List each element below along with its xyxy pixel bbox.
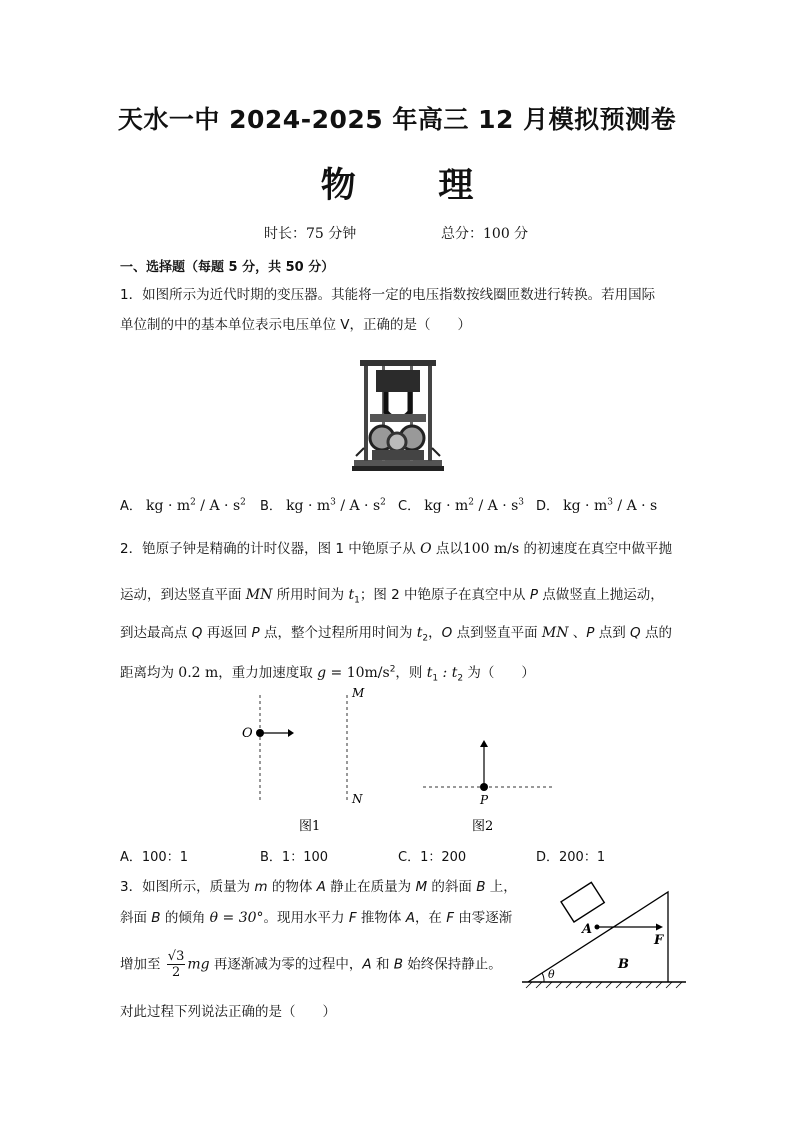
- value: θ = 30°: [209, 910, 264, 926]
- text: 2．铯原子钟是精确的计时仪器，图 1 中铯原子从: [120, 541, 421, 557]
- var: B: [151, 910, 161, 926]
- text: 的初速度在真空中做平抛: [519, 541, 672, 557]
- formula-part: kg · m: [424, 498, 469, 514]
- q1-stem-line1: 1．如图所示为近代时期的变压器。其能将一定的电压指数按线圈匝数进行转换。若用国际: [120, 287, 656, 303]
- formula-sup: 2: [380, 497, 386, 508]
- q3-stem-line2: [120, 906, 512, 926]
- fraction-numerator: √3: [167, 949, 185, 964]
- text: ，: [428, 625, 442, 641]
- exam-duration: 时长：75 分钟: [264, 226, 357, 242]
- text: 的斜面: [427, 879, 477, 895]
- superscript: 2: [389, 664, 396, 675]
- var: t: [426, 665, 433, 681]
- text: 再返回: [202, 625, 252, 641]
- q2-stem-line1: [120, 537, 672, 557]
- option-formula: [424, 498, 524, 514]
- var: MN: [245, 587, 273, 603]
- formula-sup: 3: [607, 497, 613, 508]
- text: 始终保持静止。: [403, 956, 502, 973]
- text: 点到竖直平面: [452, 625, 542, 641]
- formula-part: / A · s: [195, 498, 241, 514]
- var: P: [529, 587, 538, 603]
- fig1-label-o: O: [242, 726, 253, 741]
- angle-arc: [542, 973, 544, 982]
- formula-sup: 3: [518, 497, 525, 508]
- value: 100 m/s: [462, 541, 520, 557]
- option-letter: A．: [120, 499, 142, 514]
- q3-stem-line1: [120, 875, 517, 895]
- text: 、: [568, 625, 587, 641]
- text: 由零逐渐: [454, 910, 513, 926]
- text: 运动，到达竖直平面: [120, 587, 246, 603]
- var: M: [415, 879, 428, 895]
- formula-part: / A · s: [612, 498, 658, 514]
- text: 点做竖直上抛运动，: [537, 587, 664, 603]
- formula-part: kg · m: [563, 498, 608, 514]
- fraction: [167, 949, 186, 980]
- q1-option-a[interactable]: [120, 495, 246, 514]
- block-a: [561, 882, 604, 922]
- q2-stem-line4: [120, 661, 535, 684]
- transformer-photo: [352, 356, 444, 474]
- label-theta: θ: [548, 968, 555, 981]
- var: P: [251, 625, 260, 641]
- text: ，则: [395, 665, 427, 681]
- formula-part: kg · m: [286, 498, 331, 514]
- subscript: 2: [457, 673, 464, 684]
- text: ；图 2 中铯原子在真空中从: [359, 587, 530, 603]
- var: B: [393, 956, 404, 973]
- q2-option-d[interactable]: D．200：1: [536, 850, 606, 865]
- var: g: [317, 665, 327, 681]
- var: F: [348, 910, 357, 926]
- q1-option-c[interactable]: [398, 495, 524, 514]
- formula-sup: 3: [330, 497, 336, 508]
- var: F: [446, 910, 454, 926]
- q3-figure: [518, 870, 690, 990]
- subscript: 1: [354, 595, 360, 606]
- text: 点的: [640, 625, 672, 641]
- var: B: [476, 879, 486, 895]
- q2-option-c[interactable]: C．1：200: [398, 850, 467, 865]
- formula-part: / A · s: [474, 498, 519, 514]
- var: m: [254, 879, 268, 895]
- value: 0.2 m: [178, 665, 219, 681]
- text: 斜面: [120, 910, 152, 926]
- option-formula: [286, 498, 386, 514]
- q2-figures: [230, 685, 570, 840]
- text: 推物体: [356, 910, 406, 926]
- force-f-arrowhead: [656, 924, 663, 931]
- text: 点，整个过程所用时间为: [259, 625, 417, 641]
- option-formula: [146, 498, 246, 514]
- subject-title: [0, 158, 794, 208]
- text: ，重力加速度取: [218, 665, 318, 681]
- exam-title: 天水一中 2024-2025 年高三 12 月模拟预测卷: [117, 105, 677, 134]
- var: A: [405, 910, 415, 926]
- var: t: [348, 587, 355, 603]
- label-f: F: [654, 933, 664, 948]
- fig1-arrowhead: [288, 729, 294, 737]
- subject-char-1: 物: [320, 165, 356, 206]
- fig1-label-m: M: [352, 686, 365, 700]
- var: Q: [191, 625, 203, 641]
- var: A: [316, 879, 326, 895]
- var: O: [441, 625, 453, 641]
- label-b: B: [618, 957, 629, 972]
- subscript: 1: [432, 673, 439, 684]
- var: A: [362, 956, 372, 973]
- q2-stem-line3: [120, 621, 672, 644]
- fig2-caption: 图2: [472, 819, 494, 834]
- text: 到达最高点: [120, 625, 192, 641]
- text: 点以: [431, 541, 463, 557]
- text: 静止在质量为: [325, 879, 416, 895]
- text: 。现用水平力: [263, 910, 349, 926]
- formula-sup: 2: [468, 497, 475, 508]
- ground-hatch: [526, 982, 682, 988]
- text: 为（ ）: [463, 665, 535, 681]
- text: 的倾角: [160, 910, 210, 926]
- value: = 10m/s: [326, 665, 390, 681]
- fig1-label-n: N: [352, 792, 363, 806]
- var: MN: [541, 625, 569, 641]
- text: 距离均为: [120, 665, 179, 681]
- text: 点到: [594, 625, 631, 641]
- option-letter: B．: [260, 499, 282, 514]
- formula-sup: 2: [240, 497, 246, 508]
- text: 3．如图所示，质量为: [120, 879, 255, 895]
- text: 和: [371, 956, 394, 973]
- text: 再逐渐减为零的过程中，: [209, 956, 363, 973]
- q2-option-a[interactable]: A．100：1: [120, 850, 188, 865]
- var: Q: [630, 625, 641, 641]
- text: 的物体: [267, 879, 317, 895]
- q2-stem-line2: [120, 583, 664, 606]
- section-heading: 一、选择题（每题 5 分，共 50 分）: [120, 260, 335, 275]
- label-a: A: [582, 922, 593, 937]
- subscript: 2: [422, 633, 429, 644]
- option-letter: D．: [536, 499, 560, 514]
- var: O: [420, 541, 432, 557]
- text: 上，: [485, 879, 517, 895]
- q2-option-b[interactable]: B．1：100: [260, 850, 329, 865]
- exam-total-score: 总分：100 分: [441, 226, 529, 242]
- option-formula: [563, 498, 657, 514]
- option-letter: C．: [398, 499, 421, 514]
- text: 增加至: [120, 956, 161, 973]
- fig2-label-p: P: [480, 793, 489, 807]
- q1-option-b[interactable]: [260, 495, 386, 514]
- formula-part: / A · s: [335, 498, 381, 514]
- var: : t: [438, 665, 458, 681]
- q1-option-d[interactable]: [536, 495, 657, 514]
- formula-sup: 2: [190, 497, 196, 508]
- fig1-caption: 图1: [299, 819, 321, 834]
- var: t: [416, 625, 423, 641]
- var: P: [586, 625, 595, 641]
- var: mg: [187, 956, 210, 973]
- text: 所用时间为: [272, 587, 349, 603]
- fig2-arrowhead: [480, 740, 488, 747]
- subject-char-2: 理: [438, 165, 474, 206]
- formula-part: kg · m: [146, 498, 191, 514]
- q3-stem-line4: 对此过程下列说法正确的是（ ）: [120, 1004, 336, 1020]
- q1-stem-line2: 单位制的中的基本单位表示电压单位 V，正确的是（ ）: [120, 317, 472, 333]
- text: ，在: [414, 910, 447, 926]
- fraction-denominator: 2: [171, 965, 181, 980]
- q3-stem-line3: [120, 949, 502, 980]
